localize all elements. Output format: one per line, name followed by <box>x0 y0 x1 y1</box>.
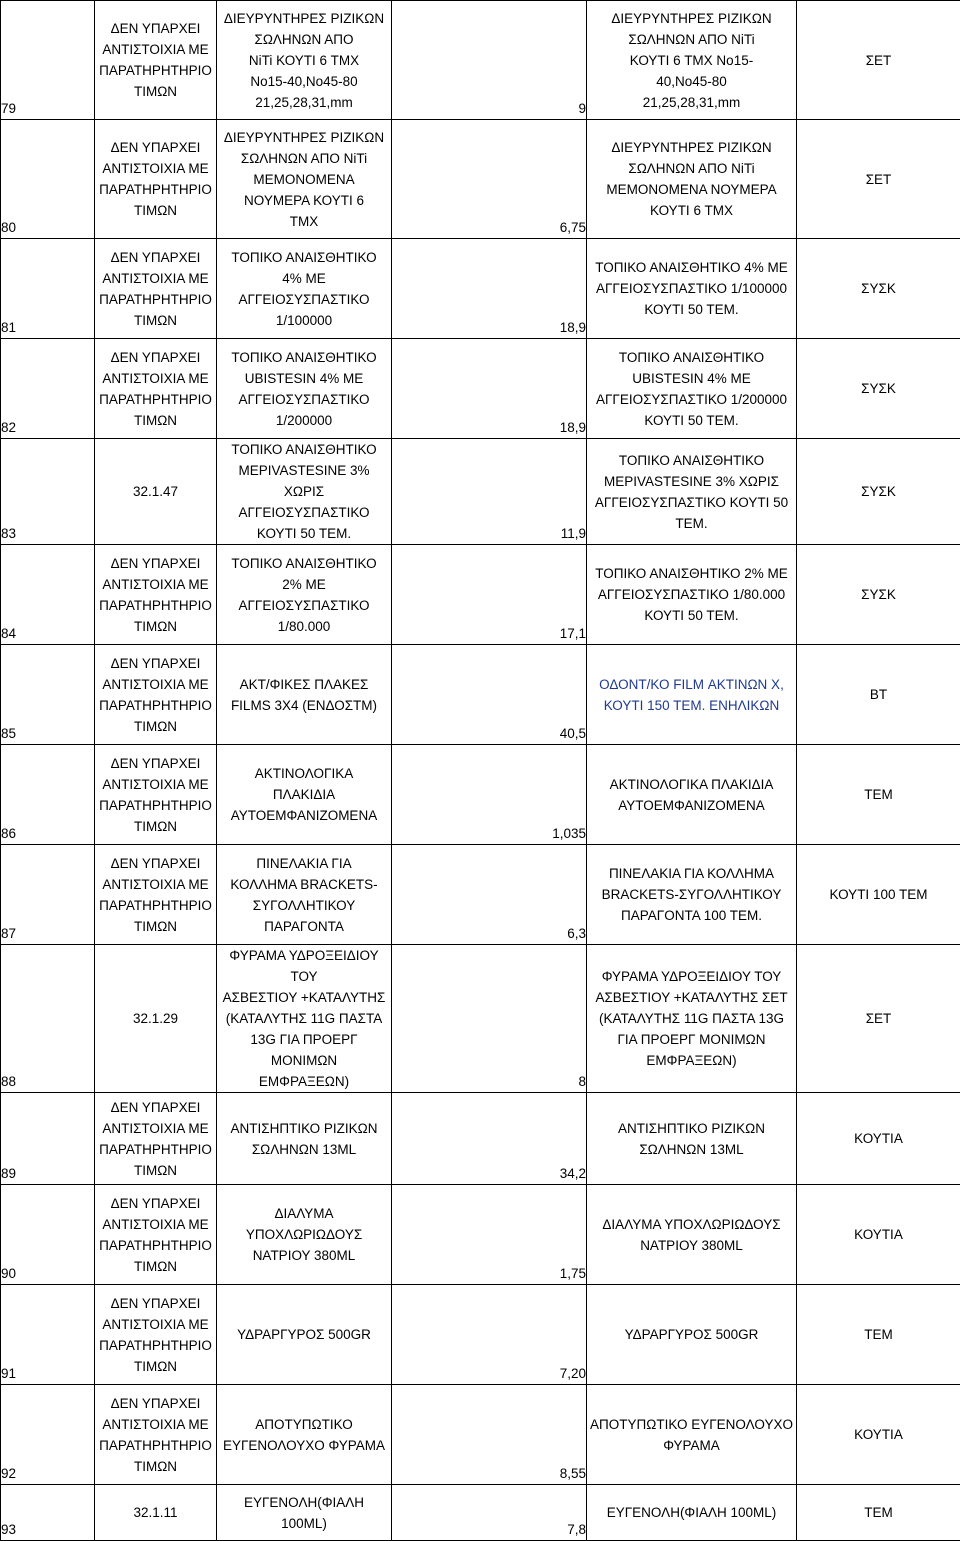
table-row <box>1 439 960 545</box>
item-price: 18,9 <box>392 339 587 439</box>
item-unit: ΚΟΥΤΙΑ <box>797 1185 960 1285</box>
items-table-body <box>1 1 960 1541</box>
row-number: 82 <box>1 339 95 439</box>
item-description: ΑΠΟΤΥΠΩΤΙΚΟ ΕΥΓΕΝΟΛΟΥΧΟ ΦΥΡΑΜΑ <box>217 1385 392 1485</box>
row-number: 84 <box>1 545 95 645</box>
item-price: 34,2 <box>392 1093 587 1185</box>
table-row <box>1 545 960 645</box>
item-specification: ΔΙΕΥΡΥΝΤΗΡΕΣ ΡΙΖΙΚΩΝ ΣΩΛΗΝΩΝ ΑΠΟ NiTi ΚΟΥΤΙ 6 ΤΜΧ No15- 40,No45-80 21,25,28,31,mm <box>587 1 797 120</box>
item-specification: ΟΔΟΝΤ/ΚΟ FILM ΑΚΤΙΝΩΝ Χ, ΚΟΥΤΙ 150 ΤΕΜ. ΕΝΗΛΙΚΩΝ <box>587 645 797 745</box>
item-specification: ΕΥΓΕΝΟΛΗ(ΦΙΑΛΗ 100ML) <box>587 1485 797 1541</box>
item-price: 1,75 <box>392 1185 587 1285</box>
item-price: 40,5 <box>392 645 587 745</box>
item-specification: ΑΝΤΙΣΗΠΤΙΚΟ ΡΙΖΙΚΩΝ ΣΩΛΗΝΩΝ 13ML <box>587 1093 797 1185</box>
item-description: ΠΙΝΕΛΑΚΙΑ ΓΙΑ ΚΟΛΛΗΜΑ BRACKETS- ΣΥΓΟΛΛΗΤΙΚΟΥ ΠΑΡΑΓΟΝΤΑ <box>217 845 392 945</box>
table-row <box>1 239 960 339</box>
table-row <box>1 339 960 439</box>
item-price: 9 <box>392 1 587 120</box>
item-price: 8 <box>392 945 587 1093</box>
table-row <box>1 1485 960 1541</box>
item-unit: ΚΟΥΤΙΑ <box>797 1385 960 1485</box>
item-specification: ΤΟΠΙΚΟ ΑΝΑΙΣΘΗΤΙΚΟ 2% ΜΕ ΑΓΓΕΙΟΣΥΣΠΑΣΤΙΚΟ 1/80.000 ΚΟΥΤΙ 50 ΤΕΜ. <box>587 545 797 645</box>
item-description: ΕΥΓΕΝΟΛΗ(ΦΙΑΛΗ 100ML) <box>217 1485 392 1541</box>
row-number: 80 <box>1 120 95 239</box>
row-number: 86 <box>1 745 95 845</box>
price-observatory-code: ΔΕΝ ΥΠΑΡΧΕΙ ΑΝΤΙΣΤΟΙΧΙΑ ΜΕ ΠΑΡΑΤΗΡΗΤΗΡΙΟ ΤΙΜΩΝ <box>95 1385 217 1485</box>
price-observatory-code: ΔΕΝ ΥΠΑΡΧΕΙ ΑΝΤΙΣΤΟΙΧΙΑ ΜΕ ΠΑΡΑΤΗΡΗΤΗΡΙΟ ΤΙΜΩΝ <box>95 745 217 845</box>
item-unit: ΚΟΥΤΙ 100 ΤΕΜ <box>797 845 960 945</box>
item-price: 11,9 <box>392 439 587 545</box>
item-description: ΑΚΤ/ΦΙΚΕΣ ΠΛΑΚΕΣ FILMS 3X4 (ΕΝΔΟΣΤΜ) <box>217 645 392 745</box>
item-description: ΔΙΕΥΡΥΝΤΗΡΕΣ ΡΙΖΙΚΩΝ ΣΩΛΗΝΩΝ ΑΠΟ NiTi ΜΕΜΟΝΟΜΕΝΑ ΝΟΥΜΕΡΑ ΚΟΥΤΙ 6 ΤΜΧ <box>217 120 392 239</box>
item-price: 8,55 <box>392 1385 587 1485</box>
row-number: 83 <box>1 439 95 545</box>
item-specification: ΥΔΡΑΡΓΥΡΟΣ 500GR <box>587 1285 797 1385</box>
price-observatory-code: ΔΕΝ ΥΠΑΡΧΕΙ ΑΝΤΙΣΤΟΙΧΙΑ ΜΕ ΠΑΡΑΤΗΡΗΤΗΡΙΟ ΤΙΜΩΝ <box>95 120 217 239</box>
price-observatory-code: ΔΕΝ ΥΠΑΡΧΕΙ ΑΝΤΙΣΤΟΙΧΙΑ ΜΕ ΠΑΡΑΤΗΡΗΤΗΡΙΟ ΤΙΜΩΝ <box>95 545 217 645</box>
row-number: 90 <box>1 1185 95 1285</box>
item-description: ΔΙΕΥΡΥΝΤΗΡΕΣ ΡΙΖΙΚΩΝ ΣΩΛΗΝΩΝ ΑΠΟ NiTi ΚΟΥΤΙ 6 ΤΜΧ No15-40,No45-80 21,25,28,31,mm <box>217 1 392 120</box>
item-specification: ΔΙΑΛΥΜΑ ΥΠΟΧΛΩΡΙΩΔΟΥΣ ΝΑΤΡΙΟΥ 380ML <box>587 1185 797 1285</box>
table-row <box>1 1285 960 1385</box>
item-specification: ΔΙΕΥΡΥΝΤΗΡΕΣ ΡΙΖΙΚΩΝ ΣΩΛΗΝΩΝ ΑΠΟ NiTi ΜΕΜΟΝΟΜΕΝΑ ΝΟΥΜΕΡΑ ΚΟΥΤΙ 6 ΤΜΧ <box>587 120 797 239</box>
row-number: 85 <box>1 645 95 745</box>
price-observatory-code: ΔΕΝ ΥΠΑΡΧΕΙ ΑΝΤΙΣΤΟΙΧΙΑ ΜΕ ΠΑΡΑΤΗΡΗΤΗΡΙΟ ΤΙΜΩΝ <box>95 845 217 945</box>
row-number: 87 <box>1 845 95 945</box>
item-specification: ΤΟΠΙΚΟ ΑΝΑΙΣΘΗΤΙΚΟ UBISTESIN 4% ΜΕ ΑΓΓΕΙΟΣΥΣΠΑΣΤΙΚΟ 1/200000 ΚΟΥΤΙ 50 ΤΕΜ. <box>587 339 797 439</box>
row-number: 89 <box>1 1093 95 1185</box>
price-observatory-code: 32.1.29 <box>95 945 217 1093</box>
item-unit: ΚΟΥΤΙΑ <box>797 1093 960 1185</box>
item-specification: ΑΚΤΙΝΟΛΟΓΙΚΑ ΠΛΑΚΙΔΙΑ ΑΥΤΟΕΜΦΑΝΙΖΟΜΕΝΑ <box>587 745 797 845</box>
item-price: 6,75 <box>392 120 587 239</box>
item-unit: ΣΕΤ <box>797 1 960 120</box>
table-row <box>1 1 960 120</box>
item-price: 7,20 <box>392 1285 587 1385</box>
item-price: 18,9 <box>392 239 587 339</box>
table-row <box>1 645 960 745</box>
table-row <box>1 845 960 945</box>
row-number: 92 <box>1 1385 95 1485</box>
item-unit: ΤΕΜ <box>797 1285 960 1385</box>
item-description: ΑΚΤΙΝΟΛΟΓΙΚΑ ΠΛΑΚΙΔΙΑ ΑΥΤΟΕΜΦΑΝΙΖΟΜΕΝΑ <box>217 745 392 845</box>
item-specification: ΤΟΠΙΚΟ ΑΝΑΙΣΘΗΤΙΚΟ 4% ΜΕ ΑΓΓΕΙΟΣΥΣΠΑΣΤΙΚΟ 1/100000 ΚΟΥΤΙ 50 ΤΕΜ. <box>587 239 797 339</box>
item-description: ΦΥΡΑΜΑ ΥΔΡΟΞΕΙΔΙΟΥ ΤΟΥ ΑΣΒΕΣΤΙΟΥ +ΚΑΤΑΛΥΤΗΣ (ΚΑΤΑΛΥΤΗΣ 11G ΠΑΣΤΑ 13G ΓΙΑ ΠΡΟΕΡΓ ΜΟΝΙΜΩΝ ΕΜΦΡΑΞΕΩΝ) <box>217 945 392 1093</box>
table-row <box>1 1093 960 1185</box>
item-description: ΤΟΠΙΚΟ ΑΝΑΙΣΘΗΤΙΚΟ MEPIVASTESINE 3% ΧΩΡΙΣ ΑΓΓΕΙΟΣΥΣΠΑΣΤΙΚΟ ΚΟΥΤΙ 50 ΤΕΜ. <box>217 439 392 545</box>
item-unit: ΣΥΣΚ <box>797 545 960 645</box>
table-row <box>1 1185 960 1285</box>
row-number: 79 <box>1 1 95 120</box>
table-row <box>1 120 960 239</box>
item-price: 6,3 <box>392 845 587 945</box>
item-price: 1,035 <box>392 745 587 845</box>
item-price: 7,8 <box>392 1485 587 1541</box>
item-description: ΤΟΠΙΚΟ ΑΝΑΙΣΘΗΤΙΚΟ UBISTESIN 4% ΜΕ ΑΓΓΕΙΟΣΥΣΠΑΣΤΙΚΟ 1/200000 <box>217 339 392 439</box>
item-specification: ΤΟΠΙΚΟ ΑΝΑΙΣΘΗΤΙΚΟ MEPIVASTESINE 3% ΧΩΡΙΣ ΑΓΓΕΙΟΣΥΣΠΑΣΤΙΚΟ ΚΟΥΤΙ 50 ΤΕΜ. <box>587 439 797 545</box>
item-specification: ΑΠΟΤΥΠΩΤΙΚΟ ΕΥΓΕΝΟΛΟΥΧΟ ΦΥΡΑΜΑ <box>587 1385 797 1485</box>
item-unit: ΣΥΣΚ <box>797 339 960 439</box>
item-description: ΥΔΡΑΡΓΥΡΟΣ 500GR <box>217 1285 392 1385</box>
item-unit: ΣΕΤ <box>797 945 960 1093</box>
price-observatory-code: 32.1.11 <box>95 1485 217 1541</box>
price-observatory-code: ΔΕΝ ΥΠΑΡΧΕΙ ΑΝΤΙΣΤΟΙΧΙΑ ΜΕ ΠΑΡΑΤΗΡΗΤΗΡΙΟ ΤΙΜΩΝ <box>95 1 217 120</box>
price-observatory-code: 32.1.47 <box>95 439 217 545</box>
row-number: 91 <box>1 1285 95 1385</box>
item-description: ΑΝΤΙΣΗΠΤΙΚΟ ΡΙΖΙΚΩΝ ΣΩΛΗΝΩΝ 13ML <box>217 1093 392 1185</box>
row-number: 88 <box>1 945 95 1093</box>
item-specification: ΦΥΡΑΜΑ ΥΔΡΟΞΕΙΔΙΟΥ ΤΟΥ ΑΣΒΕΣΤΙΟΥ +ΚΑΤΑΛΥΤΗΣ ΣΕΤ (ΚΑΤΑΛΥΤΗΣ 11G ΠΑΣΤΑ 13G ΓΙΑ ΠΡΟΕΡΓ ΜΟΝΙΜΩΝ ΕΜΦΡΑΞΕΩΝ) <box>587 945 797 1093</box>
table-row <box>1 945 960 1093</box>
item-description: ΤΟΠΙΚΟ ΑΝΑΙΣΘΗΤΙΚΟ 2% ΜΕ ΑΓΓΕΙΟΣΥΣΠΑΣΤΙΚΟ 1/80.000 <box>217 545 392 645</box>
row-number: 81 <box>1 239 95 339</box>
price-observatory-code: ΔΕΝ ΥΠΑΡΧΕΙ ΑΝΤΙΣΤΟΙΧΙΑ ΜΕ ΠΑΡΑΤΗΡΗΤΗΡΙΟ ΤΙΜΩΝ <box>95 339 217 439</box>
item-unit: ΤΕΜ <box>797 745 960 845</box>
item-specification: ΠΙΝΕΛΑΚΙΑ ΓΙΑ ΚΟΛΛΗΜΑ BRACKETS-ΣΥΓΟΛΛΗΤΙΚΟΥ ΠΑΡΑΓΟΝΤΑ 100 ΤΕΜ. <box>587 845 797 945</box>
price-observatory-code: ΔΕΝ ΥΠΑΡΧΕΙ ΑΝΤΙΣΤΟΙΧΙΑ ΜΕ ΠΑΡΑΤΗΡΗΤΗΡΙΟ ΤΙΜΩΝ <box>95 239 217 339</box>
price-observatory-code: ΔΕΝ ΥΠΑΡΧΕΙ ΑΝΤΙΣΤΟΙΧΙΑ ΜΕ ΠΑΡΑΤΗΡΗΤΗΡΙΟ ΤΙΜΩΝ <box>95 1093 217 1185</box>
item-price: 17,1 <box>392 545 587 645</box>
price-observatory-code: ΔΕΝ ΥΠΑΡΧΕΙ ΑΝΤΙΣΤΟΙΧΙΑ ΜΕ ΠΑΡΑΤΗΡΗΤΗΡΙΟ ΤΙΜΩΝ <box>95 645 217 745</box>
item-unit: ΣΕΤ <box>797 120 960 239</box>
item-description: ΤΟΠΙΚΟ ΑΝΑΙΣΘΗΤΙΚΟ 4% ΜΕ ΑΓΓΕΙΟΣΥΣΠΑΣΤΙΚΟ 1/100000 <box>217 239 392 339</box>
table-row <box>1 1385 960 1485</box>
row-number: 93 <box>1 1485 95 1541</box>
item-unit: ΣΥΣΚ <box>797 439 960 545</box>
item-description: ΔΙΑΛΥΜΑ ΥΠΟΧΛΩΡΙΩΔΟΥΣ ΝΑΤΡΙΟΥ 380ML <box>217 1185 392 1285</box>
item-unit: ΣΥΣΚ <box>797 239 960 339</box>
item-unit: ΒΤ <box>797 645 960 745</box>
price-observatory-code: ΔΕΝ ΥΠΑΡΧΕΙ ΑΝΤΙΣΤΟΙΧΙΑ ΜΕ ΠΑΡΑΤΗΡΗΤΗΡΙΟ ΤΙΜΩΝ <box>95 1285 217 1385</box>
item-unit: ΤΕΜ <box>797 1485 960 1541</box>
price-observatory-code: ΔΕΝ ΥΠΑΡΧΕΙ ΑΝΤΙΣΤΟΙΧΙΑ ΜΕ ΠΑΡΑΤΗΡΗΤΗΡΙΟ ΤΙΜΩΝ <box>95 1185 217 1285</box>
table-row <box>1 745 960 845</box>
